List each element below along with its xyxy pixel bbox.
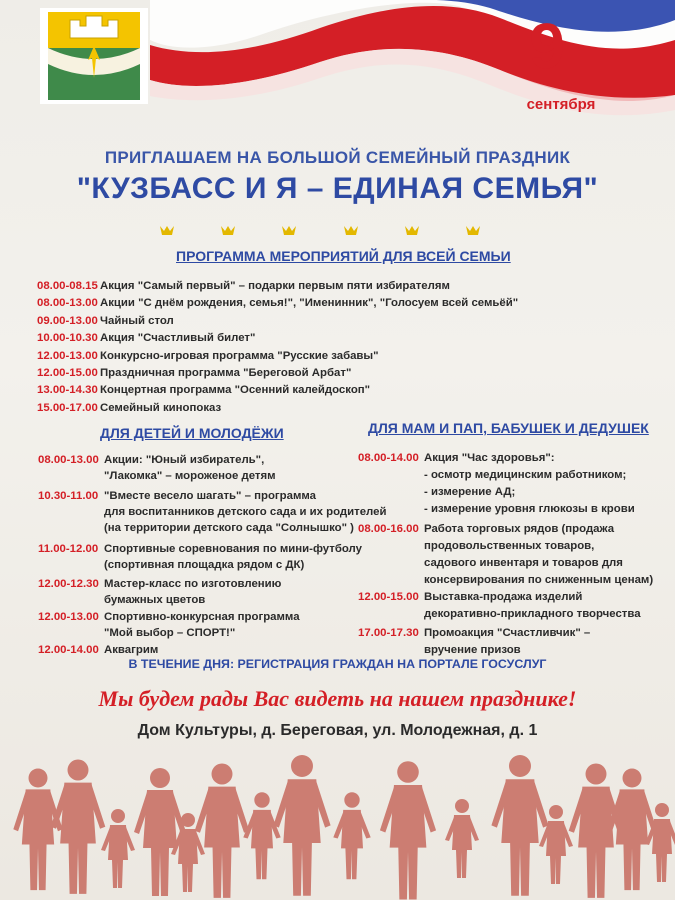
coat-of-arms-emblem-icon	[40, 8, 148, 104]
program-row	[37, 365, 518, 382]
program-time: 13.00-14.30	[37, 384, 98, 397]
program-row	[37, 295, 518, 312]
program-row	[37, 348, 518, 365]
parents-line: продовольственных товаров,	[424, 540, 595, 552]
crown-icon	[160, 226, 174, 235]
date-day: 9	[529, 10, 565, 82]
family-silhouettes-icon	[0, 748, 675, 900]
kids-heading: ДЛЯ ДЕТЕЙ И МОЛОДЁЖИ	[100, 425, 284, 441]
parents-line: Выставка-продажа изделий	[424, 591, 583, 603]
kids-line: (спортивная площадка рядом с ДК)	[104, 559, 305, 571]
parents-time: 17.00-17.30	[358, 627, 419, 639]
venue-address: Дом Культуры, д. Береговая, ул. Молодежная, д. 1	[137, 722, 538, 739]
parents-line: консервирования по сниженным ценам)	[424, 574, 654, 586]
crown-icon	[405, 226, 419, 235]
program-text: Концертная программа "Осенний калейдоскоп"	[100, 384, 371, 397]
program-time: 12.00-13.00	[37, 349, 98, 362]
parents-heading: ДЛЯ МАМ И ПАП, БАБУШЕК И ДЕДУШЕК	[368, 420, 649, 436]
parents-list	[358, 450, 668, 655]
kids-line: "Мой выбор – СПОРТ!"	[104, 627, 236, 639]
parents-line: Промоакция "Счастливчик" –	[424, 627, 591, 639]
page-title: "КУЗБАСС И Я – ЕДИНАЯ СЕМЬЯ"	[76, 172, 599, 205]
program-time: 15.00-17.00	[37, 401, 98, 414]
program-time: 09.00-13.00	[37, 314, 98, 327]
kids-line: бумажных цветов	[104, 594, 206, 606]
program-text: Акции "С днём рождения, семья!", "Именинник", "Голосуем всей семьёй"	[100, 297, 519, 310]
kids-line: (на территории детского сада "Солнышко" )	[104, 522, 354, 534]
program-text: Акция "Самый первый" – подарки первым пяти избирателям	[100, 280, 450, 292]
kids-time: 12.00-14.00	[38, 644, 99, 656]
kids-time: 11.00-12.00	[38, 543, 99, 555]
kids-time: 10.30-11.00	[38, 490, 99, 502]
program-heading: ПРОГРАММА МЕРОПРИЯТИЙ ДЛЯ ВСЕЙ СЕМЬИ	[176, 248, 511, 264]
parents-line: садового инвентаря и товаров для	[424, 557, 623, 569]
program-text: Семейный кинопоказ	[100, 401, 222, 414]
parents-line: - осмотр медицинским работником;	[424, 469, 627, 481]
program-row	[37, 278, 518, 295]
closing-line: Мы будем рады Вас видеть на нашем празднике!	[98, 686, 577, 711]
program-time: 10.00-10.30	[37, 332, 98, 345]
program-text: Конкурсно-игровая программа "Русские забавы"	[100, 349, 379, 362]
during-day-label: В ТЕЧЕНИЕ ДНЯ:	[128, 657, 235, 671]
during-day-text: РЕГИСТРАЦИЯ ГРАЖДАН НА ПОРТАЛЕ ГОСУСЛУГ	[234, 657, 547, 671]
parents-line: - измерение уровня глюкозы в крови	[424, 503, 635, 515]
program-row	[37, 313, 518, 330]
program-row	[37, 382, 518, 399]
kids-line: Акции: "Юный избиратель",	[104, 454, 265, 466]
program-time: 08.00-13.00	[37, 297, 98, 310]
program-text: Праздничная программа "Береговой Арбат"	[100, 367, 352, 380]
program-text: Акция "Счастливый билет"	[100, 332, 256, 345]
kids-time: 08.00-13.00	[38, 454, 99, 466]
crown-icon	[344, 226, 358, 235]
parents-line: Работа торговых рядов (продажа	[424, 523, 615, 535]
parents-line: вручение призов	[424, 644, 521, 656]
crown-ornament-row	[160, 226, 480, 235]
program-row	[37, 400, 518, 417]
during-day-note	[0, 657, 675, 671]
crown-icon	[282, 226, 296, 235]
parents-line: декоративно-прикладного творчества	[424, 608, 641, 620]
kids-line: Спортивно-конкурсная программа	[104, 611, 300, 623]
kids-time: 12.00-13.00	[38, 611, 99, 623]
program-time: 08.00-08.15	[37, 280, 98, 292]
parents-time: 08.00-14.00	[358, 452, 419, 464]
program-list	[37, 278, 518, 417]
kids-list	[38, 452, 387, 657]
parents-line: - измерение АД;	[424, 486, 516, 498]
parents-time: 12.00-15.00	[358, 591, 419, 603]
kids-line: "Вместе весело шагать" – программа	[104, 490, 316, 502]
program-time: 12.00-15.00	[37, 367, 98, 380]
kids-line: "Лакомка" – мороженое детям	[104, 470, 276, 482]
event-date	[492, 10, 602, 113]
date-month: сентября	[526, 96, 596, 113]
kids-line: Мастер-класс по изготовлению	[104, 578, 282, 590]
crown-icon	[221, 226, 235, 235]
crown-icon	[466, 226, 480, 235]
kids-line: для воспитанников детского сада и их родителей	[104, 506, 387, 518]
parents-time: 08.00-16.00	[358, 523, 419, 535]
program-text: Чайный стол	[100, 314, 174, 327]
kids-line: Аквагрим	[104, 644, 159, 656]
kids-line: Спортивные соревнования по мини-футболу	[104, 543, 362, 555]
program-row	[37, 330, 518, 347]
parents-line: Акция "Час здоровья":	[424, 452, 555, 464]
kids-time: 12.00-12.30	[38, 578, 99, 590]
invite-line: ПРИГЛАШАЕМ НА БОЛЬШОЙ СЕМЕЙНЫЙ ПРАЗДНИК	[104, 148, 571, 167]
